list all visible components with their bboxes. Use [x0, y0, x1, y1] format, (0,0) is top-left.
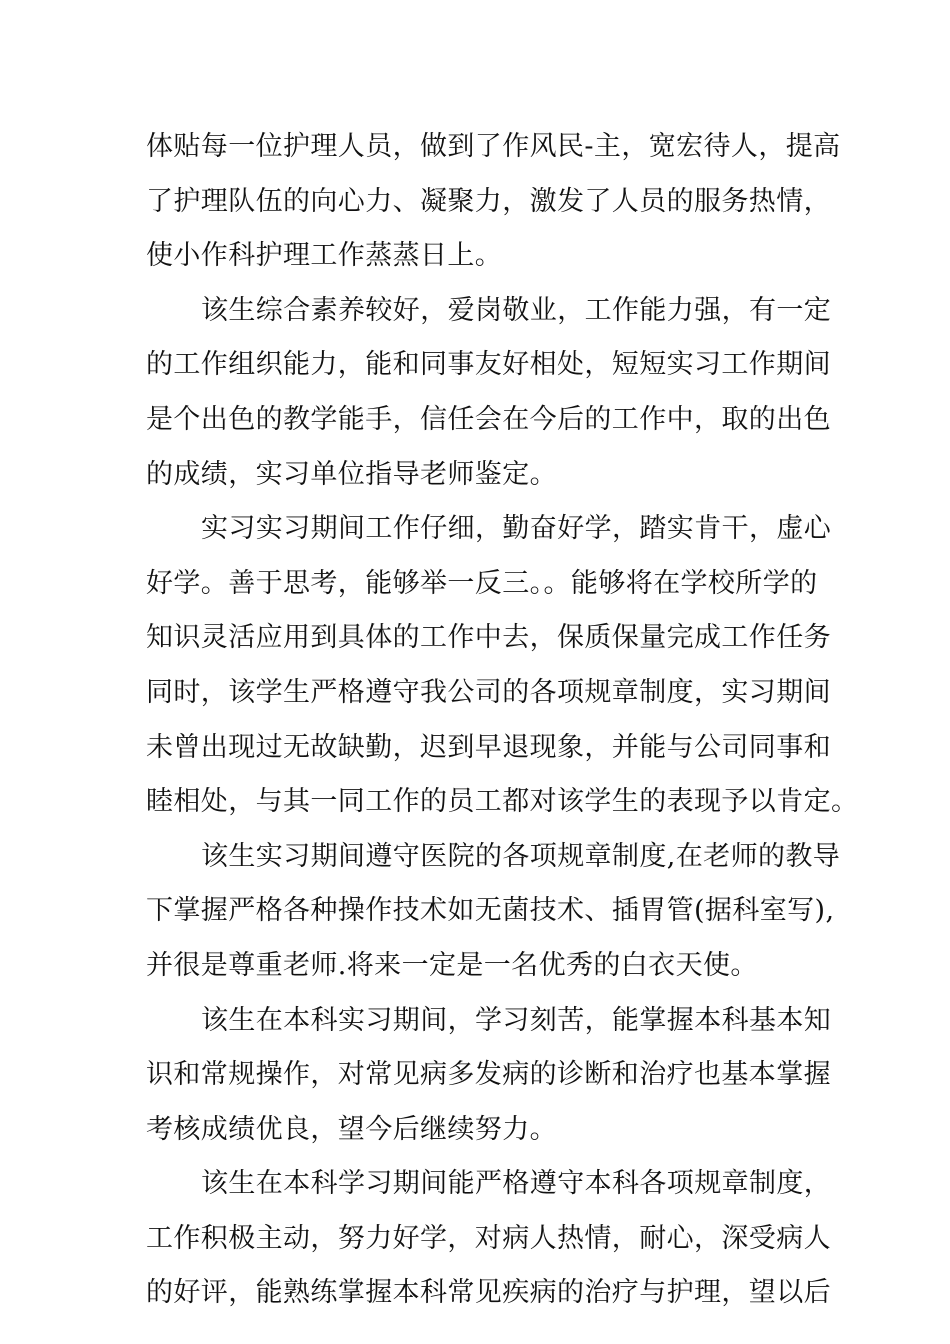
paragraph-first-line: 该生综合素养较好，爱岗敬业，工作能力强，有一定	[201, 294, 832, 326]
text-line: 工作积极主动，努力好学，对病人热情，耐心，深受病人	[146, 1222, 831, 1254]
text-line: 考核成绩优良，望今后继续努力。	[146, 1113, 557, 1145]
text-line: 的成绩，实习单位指导老师鉴定。	[146, 458, 557, 490]
text-line: 体贴每一位护理人员，做到了作风民-主，宽宏待人，提高	[146, 131, 841, 162]
text-line: 未曾出现过无故缺勤，迟到早退现象，并能与公司同事和	[146, 731, 831, 763]
text-line: 的工作组织能力，能和同事友好相处，短短实习工作期间	[146, 349, 831, 381]
paragraph-first-line: 该生在本科学习期间能严格遵守本科各项规章制度，	[201, 1168, 832, 1200]
text-line: 是个出色的教学能手，信任会在今后的工作中，取的出色	[146, 403, 831, 435]
text-line: 了护理队伍的向心力、凝聚力，激发了人员的服务热情，	[146, 185, 831, 217]
text-line: 的好评，能熟练掌握本科常见疾病的治疗与护理，望以后	[146, 1277, 831, 1309]
text-line: 识和常规操作，对常见病多发病的诊断和治疗也基本掌握	[146, 1059, 831, 1091]
body-text	[146, 120, 859, 1321]
text-line: 下掌握严格各种操作技术如无菌技术、插胃管(据科室写),	[146, 895, 835, 927]
paragraph-first-line: 该生在本科实习期间，学习刻苦，能掌握本科基本知	[201, 1004, 832, 1036]
paragraph-first-line: 实习实习期间工作仔细，勤奋好学，踏实肯干，虚心	[201, 513, 832, 545]
text-line: 并很是尊重老师.将来一定是一名优秀的白衣天使。	[146, 949, 758, 981]
text-line: 知识灵活应用到具体的工作中去，保质保量完成工作任务	[146, 622, 831, 654]
text-line: 睦相处，与其一同工作的员工都对该学生的表现予以肯定。	[146, 786, 859, 818]
text-line: 好学。善于思考，能够举一反三。。能够将在学校所学的	[146, 567, 818, 599]
paragraph-first-line: 该生实习期间遵守医院的各项规章制度,在老师的教导	[201, 840, 841, 872]
text-line: 同时，该学生严格遵守我公司的各项规章制度，实习期间	[146, 676, 831, 708]
text-line: 使小作科护理工作蒸蒸日上。	[146, 240, 503, 272]
